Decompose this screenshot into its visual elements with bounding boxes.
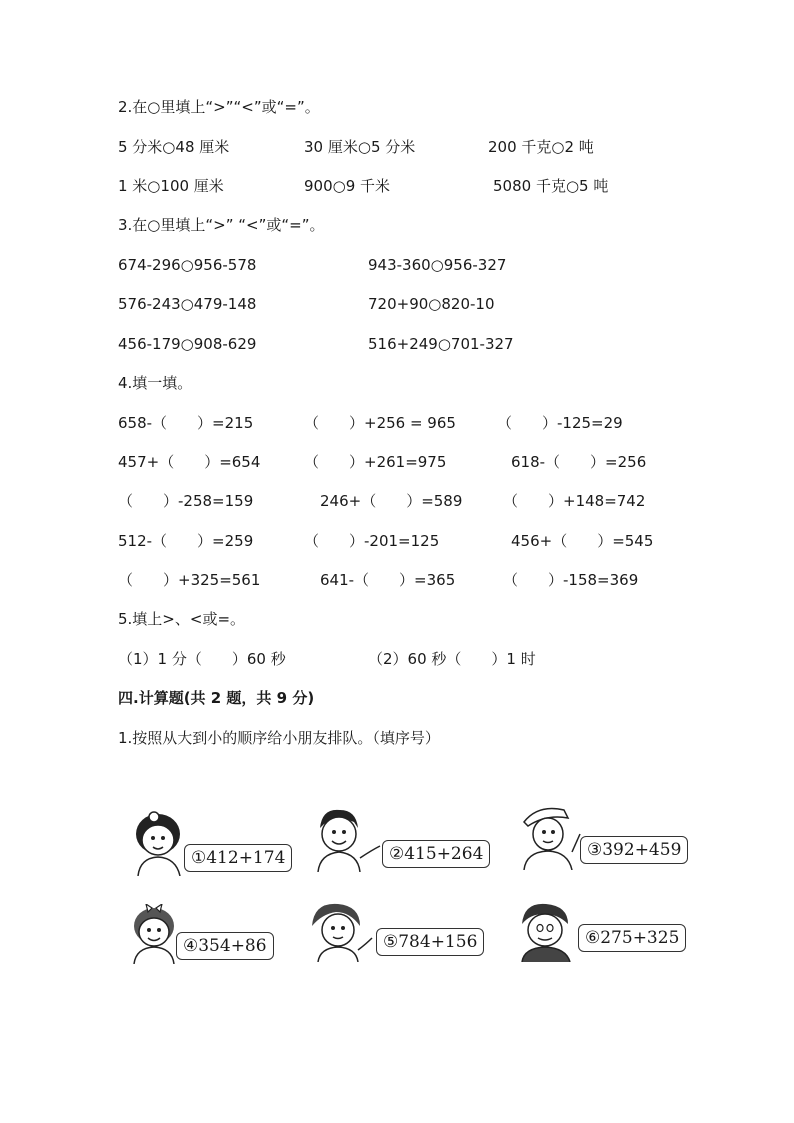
section4-heading-line [0, 686, 794, 710]
q2-item: 5080 千克○5 吨 [493, 177, 609, 195]
q2-item: 30 厘米○5 分米 [304, 138, 416, 156]
q3-title: 3.在○里填上“>” “<”或“=”。 [118, 216, 325, 234]
q4-row-1 [0, 411, 794, 435]
q5-row [0, 647, 794, 671]
q3-item: 576-243○479-148 [118, 295, 257, 313]
q2-item: 900○9 千米 [304, 177, 391, 195]
q3-row-3 [0, 332, 794, 356]
kid-6-expression: ⑥275+325 [578, 924, 686, 952]
q4-row-2 [0, 450, 794, 474]
kid-3-figure [518, 804, 584, 870]
kid-6-figure [514, 900, 580, 962]
section4-title: 四.计算题(共 2 题，共 9 分) [118, 689, 315, 707]
q3-item: 674-296○956-578 [118, 256, 257, 274]
q4-row-5 [0, 568, 794, 592]
q4-item: （ ）-201=125 [304, 532, 440, 550]
q5-item: （1）1 分（ ）60 秒 [118, 650, 286, 668]
q4-item: 456+（ ）=545 [511, 532, 654, 550]
q4-item: （ ）-158=369 [503, 571, 639, 589]
q2-title: 2.在○里填上“>”“<”或“=”。 [118, 98, 320, 116]
q3-item: 720+90○820-10 [368, 295, 495, 313]
q4-item: （ ）-258=159 [118, 492, 254, 510]
kid-5-expression: ⑤784+156 [376, 928, 484, 956]
kids-illustration [0, 800, 794, 980]
q3-item: 456-179○908-629 [118, 335, 257, 353]
q4-item: （ ）+325=561 [118, 571, 261, 589]
q4-heading-line [0, 371, 794, 395]
q4-row-4 [0, 529, 794, 553]
kid-4-expression: ④354+86 [176, 932, 274, 960]
kid-1-expression: ①412+174 [184, 844, 292, 872]
q4-item: （ ）-125=29 [497, 414, 623, 432]
q2-row-1 [0, 135, 794, 159]
kid-3-expression: ③392+459 [580, 836, 688, 864]
q5-title: 5.填上>、<或=。 [118, 610, 246, 628]
kid-2-figure [310, 806, 382, 872]
calc1-heading-line [0, 726, 794, 750]
kid-5-figure [306, 900, 376, 962]
q3-item: 943-360○956-327 [368, 256, 507, 274]
q4-item: （ ）+261=975 [304, 453, 447, 471]
q3-row-2 [0, 292, 794, 316]
q2-row-2 [0, 174, 794, 198]
q4-item: 618-（ ）=256 [511, 453, 647, 471]
q4-item: 512-（ ）=259 [118, 532, 254, 550]
q3-row-1 [0, 253, 794, 277]
q4-item: 641-（ ）=365 [320, 571, 456, 589]
q4-item: （ ）+148=742 [503, 492, 646, 510]
q2-item: 5 分米○48 厘米 [118, 138, 230, 156]
q2-item: 1 米○100 厘米 [118, 177, 224, 195]
q2-item: 200 千克○2 吨 [488, 138, 594, 156]
q3-item: 516+249○701-327 [368, 335, 514, 353]
q4-item: 658-（ ）=215 [118, 414, 254, 432]
q3-heading-line [0, 213, 794, 237]
kid-2-expression: ②415+264 [382, 840, 490, 868]
q2-heading-line [0, 95, 794, 119]
q5-item: （2）60 秒（ ）1 时 [368, 650, 536, 668]
q4-title: 4.填一填。 [118, 374, 193, 392]
q4-item: （ ）+256 = 965 [304, 414, 456, 432]
q5-heading-line [0, 607, 794, 631]
q4-item: 457+（ ）=654 [118, 453, 261, 471]
q4-row-3 [0, 489, 794, 513]
calc1-title: 1.按照从大到小的顺序给小朋友排队。（填序号） [118, 729, 440, 747]
q4-item: 246+（ ）=589 [320, 492, 463, 510]
kid-1-figure [128, 810, 192, 876]
